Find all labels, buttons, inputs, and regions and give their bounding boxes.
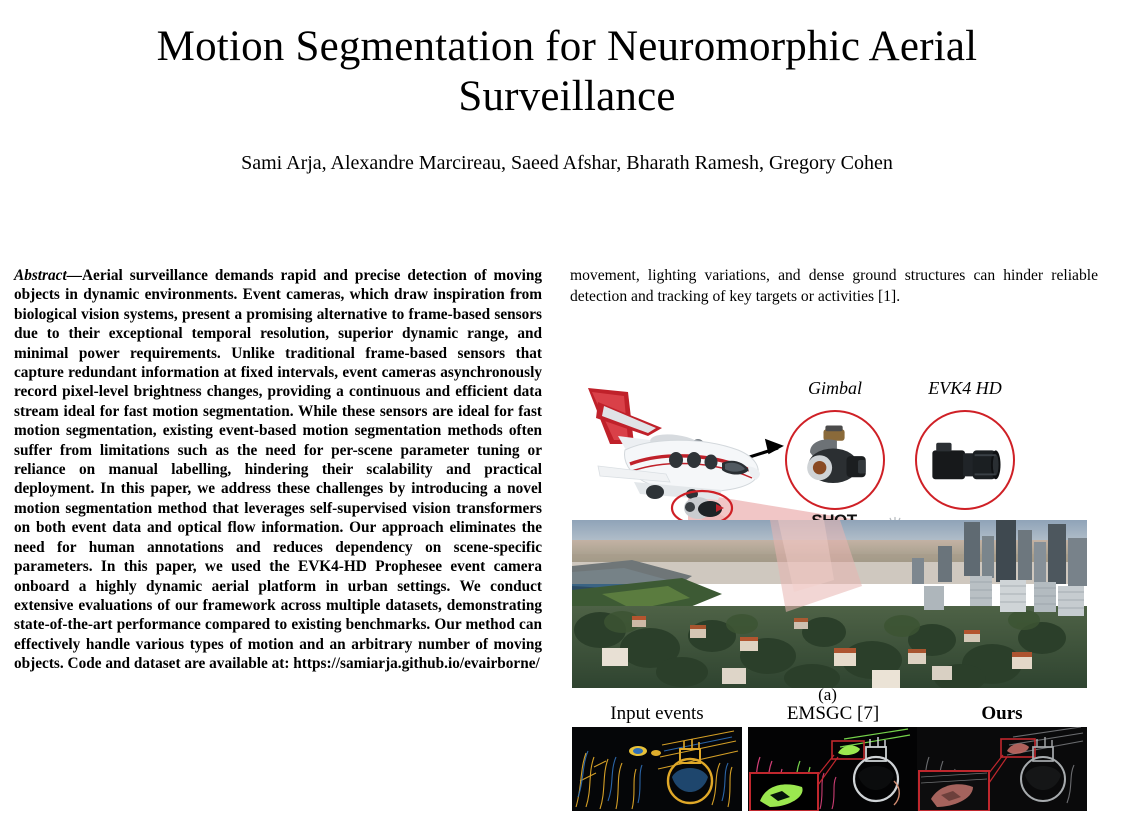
panel-emsgc xyxy=(748,727,918,811)
gimbal-label: Gimbal xyxy=(808,378,862,398)
panel-label-ours: Ours xyxy=(981,703,1023,724)
panel-input-events xyxy=(572,727,742,811)
gimbal-callout-circle xyxy=(785,410,885,510)
aerial-city-photo xyxy=(572,520,1087,688)
figure-1 xyxy=(570,360,1098,814)
right-column xyxy=(570,266,1098,307)
evk4-label: EVK4 HD xyxy=(928,378,1002,398)
aircraft-illustration xyxy=(570,378,820,538)
panel-label-input-events: Input events xyxy=(610,703,704,724)
panel-ours xyxy=(917,727,1087,811)
page-title: Motion Segmentation for Neuromorphic Aerial Surveillance xyxy=(156,23,978,120)
left-column xyxy=(14,266,542,674)
panel-label-emsgc: EMSGC [7] xyxy=(786,703,880,724)
abstract-text: Aerial surveillance demands rapid and precise detection of moving objects in dynamic environments. Event cameras, which draw inspiration from biological vision systems, present a promising alternative to frame-based sensors due to their exceptional temporal resolution, superior dynamic range, and minimal power requirements. Unlike traditional frame-based sensors that capture redundant information at fixed intervals, event cameras asynchronously record pixel-level brightness changes, providing a continuous and efficient data stream ideal for fast motion segmentation. While these sensors are ideal for fast motion segmentation, existing event-based motion segmentation methods often suffer from limitations such as the need for per-scene parameter tuning or reliance on manual labelling, hindering their scalability and practical deployment. In this paper, we address these challenges by introducing a novel motion segmentation method that leverages self-supervised vision transformers on both event data and optical flow information. Our approach eliminates the need for human annotations and reduces dependency on scene-specific parameters. In this paper, we used the EVK4-HD Prophesee event camera onboard a highly dynamic aerial platform in urban settings. We conduct extensive evaluations of our framework across multiple datasets, demonstrating state-of-the-art performance compared to existing benchmarks. Our method can effectively handle various types of motion and an arbitrary number of moving objects. Code and dataset are available at: https://samiarja.github.io/evairborne/ xyxy=(14,267,542,673)
evk4-callout-circle xyxy=(915,410,1015,510)
abstract-label: Abstract— xyxy=(14,267,82,284)
subfigure-caption-a: (a) xyxy=(818,685,837,704)
abstract-block xyxy=(14,266,542,674)
author-list: Sami Arja, Alexandre Marcireau, Saeed Afshar, Bharath Ramesh, Gregory Cohen xyxy=(241,152,893,174)
result-panels xyxy=(570,705,1098,815)
intro-paragraph: movement, lighting variations, and dense ground structures can hinder reliable detection and tracking of key targets or activities [1]. xyxy=(570,267,1098,305)
